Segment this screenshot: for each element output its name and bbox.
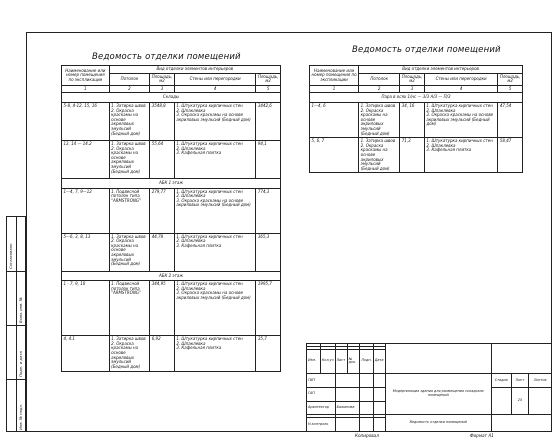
walls-cell-list [176,142,254,156]
stamp-norm: Н.контроль [307,418,336,432]
finish-item: 3. Кафельная плитка [176,244,254,249]
finish-item: 2. Шпаклевка [176,147,254,152]
stamp-stage-h: Стадия [491,374,511,388]
finish-item: 1. Штукатурка кирпичных стен [176,337,254,342]
finish-item: 1. Затирка швов [111,104,148,109]
left-finish-table [61,65,281,372]
finish-item: 1. Затирка швов [111,142,148,147]
table-row [62,140,281,178]
walls-cell [174,336,256,372]
section-row [62,178,281,188]
stamp-data: Дата [373,349,385,374]
walls-cell [174,233,256,271]
ceiling-cell-list [111,282,148,296]
finish-item: 2. Шпаклевка [176,239,254,244]
finish-item: 3. Кафельная плитка [426,148,495,153]
header-ceiling: Потолок [359,73,400,85]
stamp-podp: Подп. [360,349,373,374]
room-cell: 5—6, 3, 8, 13 [62,233,110,271]
area2-cell: 94,1 [256,140,281,178]
approval-side-block [6,216,26,432]
col-num: 5 [498,85,523,93]
area1-cell: 279,77 [150,188,175,233]
table-row [62,336,281,372]
finish-item: 2. Шпаклевка [176,109,254,114]
finish-item: 2. Окраска краскамы на основе акриловых эмульсий (Бедный дом) [111,239,148,267]
header-walls: Стены или перегородки [424,73,497,85]
stamp-kol: Кол.уч [320,349,335,374]
title-block [306,343,552,432]
walls-cell-list [176,282,254,300]
finish-item: 1. Штукатурка кирпичных стен [176,104,254,109]
finish-item: 2. Шпаклевка [426,144,495,149]
table-row [62,188,281,233]
ceiling-cell-list [111,337,148,369]
room-cell: 4, 4.1 [62,336,110,372]
table-row [62,281,281,336]
walls-cell [424,102,497,137]
ceiling-cell [359,138,400,173]
finish-item: 3. Окраска краскамы на основе акриловых эмульсий (Бедный дом) [176,113,254,122]
finish-item: 1. Штукатурка кирпичных стен [176,282,254,287]
header-area2: Площадь, м2 [256,73,281,85]
finish-item: 2. Шпаклевка [176,342,254,347]
finish-item: 1. Подвесной потолок типа "ARMSTRONG" [111,190,148,204]
walls-cell [174,188,256,233]
area1-cell: 344,95 [150,281,175,336]
ceiling-cell [109,281,150,336]
stamp-list: Лист [335,349,347,374]
area2-cell: 1995,7 [256,281,281,336]
finish-item: 3. Окраска краскамы на основе акриловых эмульсий (Бедный дом) [426,113,495,127]
table-row [62,102,281,140]
room-cell: 5-8, 4-12, 15, 16 [62,102,110,140]
stamp-list-h: Лист [511,374,529,388]
ceiling-cell [109,140,150,178]
finish-item: 2. Шпаклевка [176,287,254,292]
walls-cell-list [176,104,254,122]
stamp-project: Модернизация здания для размещения складских помещений [385,374,491,415]
header-room: Наименование или номер помещения по экспликации [310,66,359,86]
header-area2: Площадь, м2 [498,73,523,85]
footer-copied: Копировал [355,433,379,438]
stamp-gap: ГАП [307,387,336,401]
ceiling-cell-list [111,190,148,204]
walls-cell [174,140,256,178]
finish-item: 2. Окраска краскамы на основе акриловых эмульсий (Бедный дом) [111,109,148,137]
side-label-sign: Подп. и дата [18,351,23,377]
area2-cell: 3442,6 [256,102,281,140]
ceiling-cell-list [361,104,398,136]
ceiling-cell [359,102,400,137]
header-room: Наименование или номер помещения по экспликации [62,66,110,86]
right-finish-table [309,65,523,173]
stamp-arch-name: Бажанова [335,401,360,415]
walls-cell [424,138,497,173]
section-title: Склады [62,93,281,103]
header-area1: Площадь, м2 [400,73,425,85]
finish-item: 2. Окраска краскамы на основе акриловых эмульсий (Бедный дом) [111,147,148,175]
walls-cell-list [426,139,495,153]
ceiling-cell [109,233,150,271]
finish-item: 1. Затирка швов [361,104,398,109]
footer-format: Формат А1 [470,433,494,438]
finish-item: 2. Окраска краскамы на основе акриловых эмульсий (Бедный дом) [361,109,398,137]
finish-item: 3. Окраска краскамы на основе акриловых эмульсий (Бедный дом) [176,199,254,208]
stamp-izm: Изм. [307,349,321,374]
area1-cell: 6,92 [150,336,175,372]
area1-cell: 44,78 [150,233,175,271]
room-cell: 1—4, 7, 9—12 [62,188,110,233]
finish-item: 2. Шпаклевка [426,109,495,114]
area1-cell: 55,64 [150,140,175,178]
side-label-inv: Инв. № подл. [18,403,23,430]
room-cell: 1 - 7, 9, 10 [62,281,110,336]
col-num: 3 [400,85,425,93]
finish-item: 3. Кафельная плитка [176,346,254,351]
finish-item: 1. Подвесной потолок типа "ARMSTRONG" [111,282,148,296]
header-ceiling: Потолок [109,73,150,85]
area2-cell: 58,47 [498,138,523,173]
table-row [310,102,523,137]
finish-item: 2. Шпаклевка [176,194,254,199]
col-num: 1 [310,85,359,93]
area2-cell: 35,7 [256,336,281,372]
right-title: Ведомость отделки помещений [352,45,501,55]
finish-item: 3. Кафельная плитка [176,151,254,156]
section-title: Пара в осях 1/нс — 3/3 А/3 — П/3 [310,93,523,103]
walls-cell [174,281,256,336]
finish-item: 1. Штукатурка кирпичных стен [176,142,254,147]
finish-item: 1. Затирка швов [361,139,398,144]
walls-cell [174,102,256,140]
area1-cell: 71,3 [400,138,425,173]
walls-cell-list [176,235,254,249]
col-num: 3 [150,85,175,93]
area1-cell: 34, 16 [400,102,425,137]
finish-item: 1. Затирка швов [111,337,148,342]
room-cell: 13, 14 — 14.2 [62,140,110,178]
col-num: 2 [359,85,400,93]
stamp-list-v: 25 [511,387,529,414]
col-num: 4 [424,85,497,93]
area2-cell: 365,3 [256,233,281,271]
room-cell: 5, 6, 7 [310,138,359,173]
section-row [62,271,281,281]
header-group: Вид отделки элементов интерьеров [359,66,523,74]
ceiling-cell-list [111,104,148,136]
header-area1: Площадь, м2 [150,73,175,85]
ceiling-cell [109,188,150,233]
finish-item: 1. Затирка швов [111,235,148,240]
ceiling-cell-list [111,142,148,174]
finish-item: 2. Окраска краскамы на основе акриловых эмульсий (Бедный дом) [111,342,148,370]
col-num: 5 [256,85,281,93]
stamp-gip: ГИП [307,374,336,388]
walls-cell-list [176,337,254,351]
stamp-doc: № док. [347,349,360,374]
section-row [62,93,281,103]
ceiling-cell-list [111,235,148,267]
table-row [310,138,523,173]
room-cell: 1—4, 6 [310,102,359,137]
walls-cell-list [176,190,254,208]
finish-item: 3. Окраска краскамы на основе акриловых эмульсий (Бедный дом) [176,291,254,300]
stamp-arch: Архитектор [307,401,336,415]
col-num: 2 [109,85,150,93]
walls-cell-list [426,104,495,127]
finish-item: 1. Штукатурка кирпичных стен [176,235,254,240]
finish-item: 1. Штукатурка кирпичных стен [426,139,495,144]
area2-cell: 47,54 [498,102,523,137]
finish-item: 1. Штукатурка кирпичных стен [176,190,254,195]
area2-cell: 774,3 [256,188,281,233]
ceiling-cell [109,336,150,372]
col-num: 1 [62,85,110,93]
side-label-agreed: Согласовано [8,243,13,269]
header-group: Вид отделки элементов интерьеров [109,66,280,74]
section-title: АБК 2 этаж [62,271,281,281]
finish-item: 1. Штукатурка кирпичных стен [426,104,495,109]
ceiling-cell [109,102,150,140]
stamp-listov-h: Листов [529,374,552,388]
side-label-replace: Взам. инв. № [18,297,23,323]
ceiling-cell-list [361,139,398,171]
header-walls: Стены или перегородки [174,73,256,85]
section-title: АБК 1 этаж [62,178,281,188]
col-num: 4 [174,85,256,93]
area1-cell: 3548,8 [150,102,175,140]
table-row [62,233,281,271]
finish-item: 2. Окраска краскамы на основе акриловых эмульсий (Бедный дом) [361,144,398,172]
stamp-sheet-title: Ведомость отделки помещений [385,415,491,432]
left-title: Ведомость отделки помещений [92,52,241,62]
